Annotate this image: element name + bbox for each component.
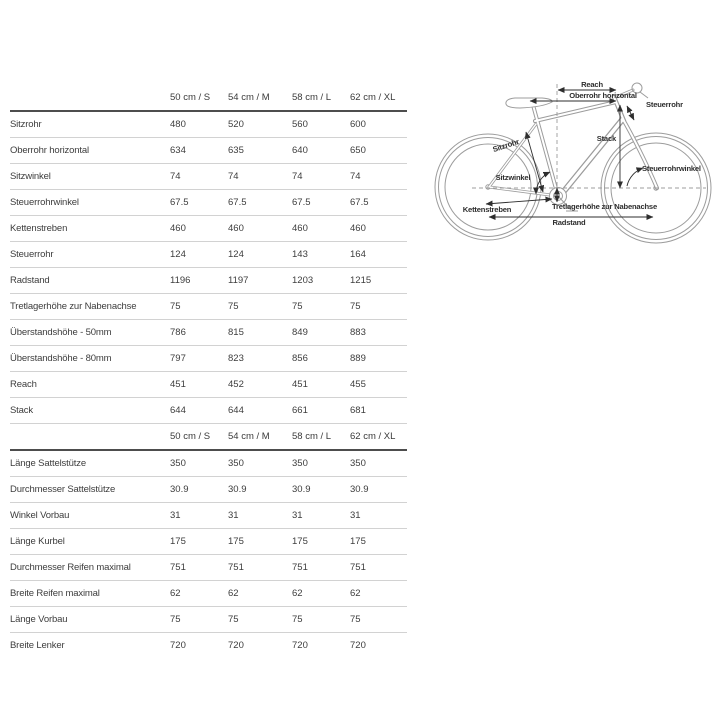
spec-label: Stack (10, 398, 170, 424)
spec-value: 175 (350, 529, 407, 555)
reach-label: Reach (581, 80, 603, 89)
spec-value: 460 (350, 216, 407, 242)
spec-row (10, 581, 407, 607)
spec-value: 75 (350, 607, 407, 633)
geometry-table (10, 85, 407, 658)
sitzrohr-label: Sitzrohr (491, 137, 521, 154)
spec-value: 75 (292, 607, 350, 633)
spec-row (10, 633, 407, 659)
saddle (506, 98, 552, 108)
oberrohr-label: Oberrohr horizontal (569, 91, 637, 100)
spec-value: 75 (170, 294, 228, 320)
spec-value: 452 (228, 372, 292, 398)
tretlagerhoehe-label: Tretlagerhöhe zur Nabenachse (552, 202, 657, 211)
spec-value: 751 (350, 555, 407, 581)
spec-label: Radstand (10, 268, 170, 294)
kettenstreben-arrow (486, 199, 552, 204)
spec-value: 74 (170, 164, 228, 190)
spec-label: Kettenstreben (10, 216, 170, 242)
spec-value: 31 (228, 503, 292, 529)
spec-label: Reach (10, 372, 170, 398)
spec-value: 31 (292, 503, 350, 529)
spec-value: 823 (228, 346, 292, 372)
spec-value: 1197 (228, 268, 292, 294)
spec-value: 460 (292, 216, 350, 242)
spec-value: 75 (228, 294, 292, 320)
spec-value: 1215 (350, 268, 407, 294)
spec-value: 883 (350, 320, 407, 346)
spec-value: 75 (292, 294, 350, 320)
spec-value: 175 (292, 529, 350, 555)
spec-value: 751 (292, 555, 350, 581)
spec-label: Steuerrohrwinkel (10, 190, 170, 216)
steuerrohr-label: Steuerrohr (646, 100, 683, 109)
spec-row (10, 320, 407, 346)
spec-label: Sitzrohr (10, 111, 170, 138)
spec-label: Überstandshöhe - 80mm (10, 346, 170, 372)
spec-value: 143 (292, 242, 350, 268)
spec-row (10, 529, 407, 555)
spec-value: 31 (170, 503, 228, 529)
spec-value: 62 (228, 581, 292, 607)
spec-value: 75 (228, 607, 292, 633)
spec-value: 175 (228, 529, 292, 555)
spec-value: 751 (170, 555, 228, 581)
steuerrohrwinkel-label: Steuerrohrwinkel (642, 164, 701, 173)
spec-label: Winkel Vorbau (10, 503, 170, 529)
spec-row (10, 555, 407, 581)
spec-value: 815 (228, 320, 292, 346)
spec-row (10, 503, 407, 529)
spec-label: Steuerrohr (10, 242, 170, 268)
bike-diagram (425, 55, 720, 260)
spec-row (10, 372, 407, 398)
size-header-spacer (10, 85, 170, 111)
spec-row (10, 607, 407, 633)
steuerrohr-arrow (627, 106, 634, 120)
spec-label: Länge Vorbau (10, 607, 170, 633)
spec-value: 720 (228, 640, 244, 651)
size-header-cell: 50 cm / S (170, 424, 228, 451)
size-header-spacer (10, 424, 170, 451)
spec-value: 681 (350, 398, 407, 424)
spec-label: Breite Lenker (10, 640, 65, 651)
spec-value: 751 (228, 555, 292, 581)
spec-value: 1203 (292, 268, 350, 294)
spec-value: 74 (350, 164, 407, 190)
radstand-label: Radstand (552, 218, 586, 227)
spec-label: Oberrohr horizontal (10, 138, 170, 164)
spec-value: 74 (228, 164, 292, 190)
size-header-cell: 58 cm / L (292, 85, 350, 111)
spec-value: 480 (170, 111, 228, 138)
spec-value: 350 (350, 450, 407, 477)
spec-label: Überstandshöhe - 50mm (10, 320, 170, 346)
spec-value: 786 (170, 320, 228, 346)
spec-value: 67.5 (170, 190, 228, 216)
spec-row (10, 164, 407, 190)
spec-value: 640 (292, 138, 350, 164)
spec-value: 560 (292, 111, 350, 138)
spec-value: 350 (228, 450, 292, 477)
spec-value: 661 (292, 398, 350, 424)
size-header-row (10, 85, 407, 111)
spec-label: Breite Reifen maximal (10, 581, 170, 607)
size-header-cell: 58 cm / L (292, 424, 350, 451)
spec-row (10, 268, 407, 294)
spec-label: Länge Sattelstütze (10, 450, 170, 477)
spec-value: 30.9 (292, 477, 350, 503)
sitzrohr-arrow (526, 132, 543, 192)
diagram-labels (463, 80, 701, 227)
spec-row (10, 398, 407, 424)
spec-value: 1196 (170, 268, 228, 294)
steuerrohrwinkel-arc (627, 168, 643, 186)
spec-value: 889 (350, 346, 407, 372)
spec-row (10, 294, 407, 320)
spec-value: 124 (228, 242, 292, 268)
spec-value: 67.5 (228, 190, 292, 216)
size-header-cell: 62 cm / XL (350, 85, 407, 111)
spec-value: 74 (292, 164, 350, 190)
spec-row (10, 216, 407, 242)
spec-value: 460 (228, 216, 292, 242)
spec-value: 644 (170, 398, 228, 424)
spec-value: 455 (350, 372, 407, 398)
spec-value: 600 (350, 111, 407, 138)
spec-value: 635 (228, 138, 292, 164)
spec-value: 650 (350, 138, 407, 164)
spec-value: 175 (170, 529, 228, 555)
spec-value: 31 (350, 503, 407, 529)
spec-value: 62 (350, 581, 407, 607)
spec-value: 451 (170, 372, 228, 398)
size-header-cell: 62 cm / XL (350, 424, 407, 451)
spec-row (10, 138, 407, 164)
spec-value: 350 (170, 450, 228, 477)
spec-value: 644 (228, 398, 292, 424)
spec-value: 62 (292, 581, 350, 607)
size-header-cell: 54 cm / M (228, 85, 292, 111)
spec-label: Durchmesser Sattelstütze (10, 477, 170, 503)
size-header-cell: 54 cm / M (228, 424, 292, 451)
spec-value: 720 (292, 640, 308, 651)
spec-value: 849 (292, 320, 350, 346)
spec-value: 350 (292, 450, 350, 477)
spec-value: 67.5 (292, 190, 350, 216)
spec-value: 520 (228, 111, 292, 138)
spec-row (10, 450, 407, 477)
spec-value: 856 (292, 346, 350, 372)
spec-row (10, 242, 407, 268)
spec-value: 75 (170, 607, 228, 633)
spec-value: 30.9 (170, 477, 228, 503)
spec-value: 797 (170, 346, 228, 372)
spec-value: 30.9 (228, 477, 292, 503)
size-header-cell: 50 cm / S (170, 85, 228, 111)
dimension-arrows (486, 90, 653, 217)
spec-label: Durchmesser Reifen maximal (10, 555, 170, 581)
kettenstreben-label: Kettenstreben (462, 205, 512, 214)
spec-row (10, 477, 407, 503)
spec-value: 164 (350, 242, 407, 268)
spec-label: Länge Kurbel (10, 529, 170, 555)
spec-value: 460 (170, 216, 228, 242)
spec-value: 124 (170, 242, 228, 268)
spec-value: 634 (170, 138, 228, 164)
spec-value: 67.5 (350, 190, 407, 216)
spec-value: 720 (350, 640, 366, 651)
spec-row (10, 111, 407, 138)
spec-value: 75 (350, 294, 407, 320)
spec-label: Sitzwinkel (10, 164, 170, 190)
spec-row (10, 346, 407, 372)
spec-row (10, 190, 407, 216)
sitzwinkel-label: Sitzwinkel (495, 173, 531, 182)
spec-value: 720 (170, 640, 186, 651)
spec-label: Tretlagerhöhe zur Nabenachse (10, 294, 170, 320)
stack-label: Stack (596, 134, 616, 143)
size-header-row (10, 424, 407, 451)
spec-value: 451 (292, 372, 350, 398)
spec-value: 62 (170, 581, 228, 607)
spec-value: 30.9 (350, 477, 407, 503)
